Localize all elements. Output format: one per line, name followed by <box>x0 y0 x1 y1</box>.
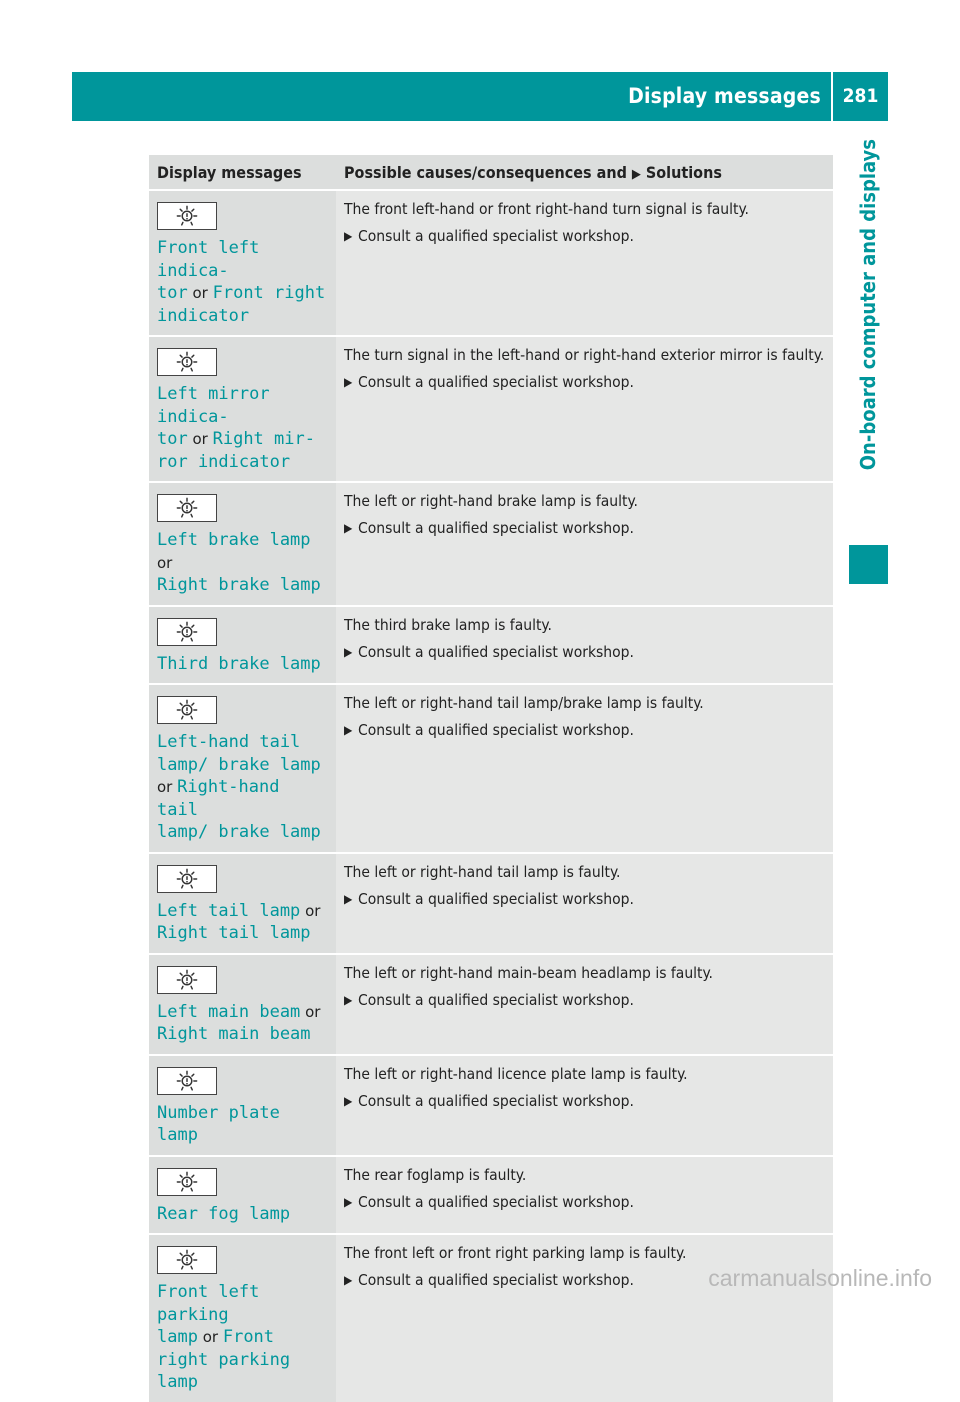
message-code: Right mir- <box>212 429 315 449</box>
table-row <box>149 336 833 482</box>
lamp-warning-icon-glyph <box>176 621 198 643</box>
display-message-text <box>157 1102 328 1147</box>
message-code: Left tail lamp <box>157 900 301 921</box>
message-cell <box>149 1156 336 1235</box>
table-row <box>149 606 833 685</box>
column-header-suffix: Solutions <box>645 162 722 182</box>
table-row <box>149 1055 833 1156</box>
solution-line <box>344 1192 825 1213</box>
message-cell <box>149 853 336 954</box>
message-code: Front <box>222 1327 275 1347</box>
table-body <box>149 190 833 1402</box>
solution-cell <box>336 336 833 482</box>
display-message-text <box>157 1001 328 1046</box>
play-arrow-icon: ▶ <box>631 166 641 182</box>
solution-cell <box>336 190 833 336</box>
solution-text: Consult a qualified specialist workshop. <box>358 1091 634 1110</box>
watermark: carmanualsonline.info <box>708 1265 932 1291</box>
solution-cell <box>336 1234 833 1402</box>
cause-text: The third brake lamp is faulty. <box>344 615 552 634</box>
lamp-warning-icon-glyph <box>176 969 198 991</box>
cause-text: The rear foglamp is faulty. <box>344 1165 527 1184</box>
header-bar <box>72 72 888 121</box>
page-title: Display messages <box>628 84 821 108</box>
lamp-warning-icon <box>157 1168 217 1196</box>
message-code: ror indicator <box>157 451 291 472</box>
display-message-text <box>157 1281 328 1394</box>
play-arrow-icon: ▶ <box>344 992 353 1007</box>
play-arrow-icon: ▶ <box>344 1194 353 1209</box>
cause-text: The front left or front right parking lamp is faulty. <box>344 1244 687 1262</box>
solution-cell <box>336 684 833 853</box>
lamp-warning-icon <box>157 1246 217 1274</box>
lamp-warning-icon <box>157 696 217 724</box>
display-message-text <box>157 1203 328 1226</box>
cause-text: The left or right-hand tail lamp/brake lamp is faulty. <box>344 694 704 712</box>
message-code: Front left parking <box>157 1282 260 1325</box>
play-arrow-icon: ▶ <box>344 1273 353 1287</box>
message-code: Left main beam <box>157 1001 301 1022</box>
cause-text: The front left-hand or front right-hand turn signal is faulty. <box>344 200 749 218</box>
message-code: lamp/ brake lamp <box>157 822 321 842</box>
lamp-warning-icon-glyph <box>176 699 198 721</box>
solution-text: Consult a qualified specialist workshop. <box>358 519 634 537</box>
solution-line <box>344 372 825 393</box>
cause-text: The left or right-hand licence plate lamp is faulty. <box>344 1064 688 1083</box>
side-tab-block <box>849 545 888 584</box>
or-connector: or <box>197 1328 223 1346</box>
message-cell <box>149 1234 336 1402</box>
message-cell <box>149 190 336 336</box>
message-code: Left mirror indica- <box>157 384 270 427</box>
play-arrow-icon: ▶ <box>344 229 353 243</box>
play-arrow-icon: ▶ <box>344 521 353 535</box>
solution-text: Consult a qualified specialist workshop. <box>358 1192 634 1211</box>
play-arrow-icon: ▶ <box>344 644 353 659</box>
solution-line <box>344 990 825 1011</box>
solution-text: Consult a qualified specialist workshop. <box>358 721 634 739</box>
message-code: Left-hand tail <box>157 732 301 752</box>
message-code: tor <box>157 283 188 303</box>
solution-text: Consult a qualified specialist workshop. <box>358 373 634 391</box>
solution-text: Consult a qualified specialist workshop. <box>358 889 634 908</box>
solution-cell <box>336 853 833 954</box>
display-message-text <box>157 900 328 945</box>
message-code: Third brake lamp <box>157 653 321 674</box>
table-row <box>149 853 833 954</box>
play-arrow-icon: ▶ <box>344 375 353 389</box>
display-message-text <box>157 653 328 676</box>
play-arrow-icon: ▶ <box>344 723 353 737</box>
table-row <box>149 190 833 336</box>
message-code: indicator <box>157 305 250 326</box>
table-row <box>149 1156 833 1235</box>
table-row <box>149 1234 833 1402</box>
lamp-warning-icon <box>157 494 217 522</box>
message-code: Left brake lamp <box>157 530 311 550</box>
lamp-warning-icon <box>157 618 217 646</box>
solution-line <box>344 720 825 741</box>
message-code: Right-hand tail <box>157 777 280 820</box>
message-code: Number plate lamp <box>157 1102 280 1145</box>
play-arrow-icon: ▶ <box>344 1093 353 1108</box>
message-code: Rear fog lamp <box>157 1203 291 1224</box>
lamp-warning-icon <box>157 966 217 994</box>
display-message-text <box>157 529 328 597</box>
column-header-solutions <box>336 155 833 190</box>
solution-cell <box>336 482 833 606</box>
or-connector: or <box>300 1002 321 1021</box>
display-messages-table <box>149 155 833 1402</box>
table-row <box>149 684 833 853</box>
message-cell <box>149 482 336 606</box>
side-tab <box>849 135 888 535</box>
message-cell <box>149 954 336 1055</box>
solution-text: Consult a qualified specialist workshop. <box>358 227 634 245</box>
table-row <box>149 482 833 606</box>
message-code: lamp/ brake lamp <box>157 754 321 775</box>
side-section-label: On-board computer and displays <box>856 139 880 471</box>
or-connector: or <box>157 553 173 572</box>
lamp-warning-icon <box>157 1067 217 1095</box>
table-header-row <box>149 155 833 190</box>
display-message-text <box>157 383 328 473</box>
solution-cell <box>336 1156 833 1235</box>
solution-cell <box>336 1055 833 1156</box>
solution-cell <box>336 606 833 685</box>
message-cell <box>149 1055 336 1156</box>
or-connector: or <box>157 778 178 796</box>
solution-line <box>344 889 825 910</box>
table-row <box>149 954 833 1055</box>
column-header-prefix: Possible causes/consequences and <box>344 162 627 182</box>
lamp-warning-icon <box>157 202 217 230</box>
solution-line <box>344 226 825 247</box>
message-code: right parking lamp <box>157 1349 291 1392</box>
cause-text: The left or right-hand main-beam headlamp is faulty. <box>344 963 713 982</box>
solution-line <box>344 642 825 663</box>
solution-text: Consult a qualified specialist workshop. <box>358 642 634 661</box>
lamp-warning-icon-glyph <box>176 1249 198 1271</box>
cause-text: The turn signal in the left-hand or right-hand exterior mirror is faulty. <box>344 346 825 364</box>
or-connector: or <box>300 901 321 920</box>
lamp-warning-icon <box>157 865 217 893</box>
lamp-warning-icon <box>157 348 217 376</box>
lamp-warning-icon-glyph <box>176 868 198 890</box>
solution-text: Consult a qualified specialist workshop. <box>358 990 634 1009</box>
page-number: 281 <box>842 85 879 107</box>
solution-text: Consult a qualified specialist workshop. <box>358 1271 634 1289</box>
message-code: lamp <box>157 1327 198 1347</box>
message-cell <box>149 336 336 482</box>
lamp-warning-icon-glyph <box>176 205 198 227</box>
message-code: Front right <box>212 283 326 303</box>
solution-line <box>344 1091 825 1112</box>
or-connector: or <box>187 284 213 302</box>
message-code: Right tail lamp <box>157 923 311 943</box>
lamp-warning-icon-glyph <box>176 1171 198 1193</box>
message-code: Right main beam <box>157 1024 311 1044</box>
cause-text: The left or right-hand tail lamp is faulty. <box>344 862 621 881</box>
solution-cell <box>336 954 833 1055</box>
display-message-text <box>157 237 328 327</box>
lamp-warning-icon-glyph <box>176 497 198 519</box>
lamp-warning-icon-glyph <box>176 1070 198 1092</box>
cause-text: The left or right-hand brake lamp is faulty. <box>344 492 638 510</box>
column-header-messages: Display messages <box>149 155 336 190</box>
message-cell <box>149 684 336 853</box>
display-message-text <box>157 731 328 844</box>
lamp-warning-icon-glyph <box>176 351 198 373</box>
solution-line <box>344 518 825 539</box>
message-code: tor <box>157 429 188 449</box>
or-connector: or <box>187 430 213 448</box>
message-code: Right brake lamp <box>157 575 321 595</box>
message-cell <box>149 606 336 685</box>
play-arrow-icon: ▶ <box>344 891 353 906</box>
message-code: Front left indica- <box>157 238 260 281</box>
